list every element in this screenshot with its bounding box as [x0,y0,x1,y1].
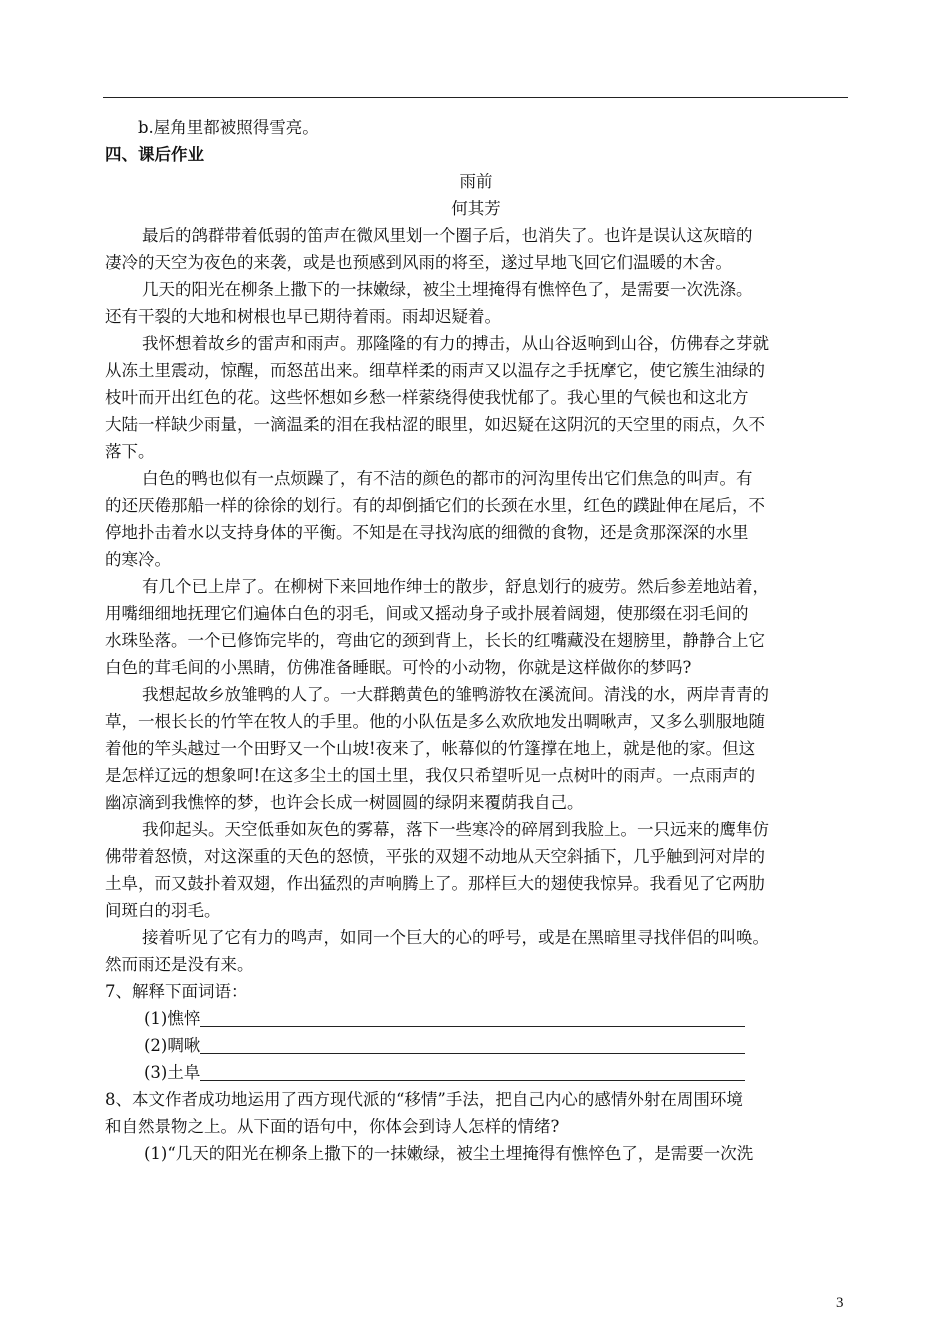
essay-line: 水珠坠落。一个已修饰完毕的，弯曲它的颈到背上，长长的红嘴藏没在翅膀里，静静合上它 [105,631,765,650]
essay-paragraph [105,816,847,924]
essay-line: 着他的竿头越过一个田野又一个山坡!夜来了，帐幕似的竹篷撑在地上，就是他的家。但这 [105,739,756,758]
essay-title: 雨前 [459,172,493,191]
essay-line: 土阜，而又鼓扑着双翅，作出猛烈的声响腾上了。那样巨大的翅使我惊异。我看见了它两肋 [105,874,765,893]
essay-paragraph [105,924,847,978]
essay-line: 佛带着怒愤，对这深重的天色的怒愤，平张的双翅不动地从天空斜插下，几乎触到河对岸的 [105,847,765,866]
essay-paragraph [105,276,847,330]
essay-line: 白色的鸭也似有一点烦躁了，有不洁的颜色的都市的河沟里传出它们焦急的叫声。有 [142,469,753,488]
essay-paragraph [105,330,847,465]
header-rule [103,97,848,98]
essay-line: 接着听见了它有力的鸣声，如同一个巨大的心的呼号，或是在黑暗里寻找伴侣的叫唤。 [142,928,769,947]
essay-line: 最后的鸽群带着低弱的笛声在微风里划一个圈子后，也消失了。也许是误认这灰暗的 [142,226,753,245]
essay-author: 何其芳 [451,199,501,218]
essay-line: 我仰起头。天空低垂如灰色的雾幕，落下一些寒冷的碎屑到我脸上。一只远来的鹰隼仿 [142,820,769,839]
essay-paragraph [105,681,847,816]
essay-line: 的还厌倦那船一样的徐徐的划行。有的却倒插它们的长颈在水里，红色的蹼趾伸在尾后，不 [105,496,765,515]
previous-answer-item: b.屋角里都被照得雪亮。 [138,118,319,137]
question-7-term: (1)憔悴 [144,1009,201,1028]
question-7-item-3 [105,1059,847,1086]
answer-blank-1[interactable] [200,1026,745,1027]
essay-line: 是怎样辽远的想象呵!在这多尘土的国土里，我仅只希望听见一点树叶的雨声。一点雨声的 [105,766,756,785]
answer-blank-3[interactable] [200,1080,745,1081]
essay-line: 白色的茸毛间的小黑睛，仿佛准备睡眠。可怜的小动物，你就是这样做你的梦吗? [105,658,692,677]
essay-line: 凄冷的天空为夜色的来袭，或是也预感到风雨的将至，遂过早地飞回它们温暖的木舍。 [105,253,732,272]
essay-line: 的寒冷。 [105,550,171,569]
section-heading: 四、课后作业 [105,145,204,164]
essay-paragraph [105,465,847,573]
question-8-subquestion-1: (1)“几天的阳光在柳条上撒下的一抹嫩绿，被尘土埋掩得有憔悴色了，是需要一次洗 [144,1144,754,1163]
essay-text [105,222,847,978]
question-7-term: (2)啁啾 [144,1036,201,1055]
question-8-prompt-line-1: 8、本文作者成功地运用了西方现代派的“移情”手法，把自己内心的感情外射在周围环境 [105,1090,743,1109]
question-7-item-2 [105,1032,847,1059]
page-number: 3 [836,1295,844,1311]
essay-line: 从冻土里震动，惊醒，而怒茁出来。细草样柔的雨声又以温存之手抚摩它，使它簇生油绿的 [105,361,765,380]
essay-paragraph [105,222,847,276]
question-7-prompt: 7、解释下面词语： [105,982,248,1001]
essay-paragraph [105,573,847,681]
essay-line: 停地扑击着水以支持身体的平衡。不知是在寻找沟底的细微的食物，还是贪那深深的水里 [105,523,749,542]
essay-line: 落下。 [105,442,155,461]
essay-line: 大陆一样缺少雨量，一滴温柔的泪在我枯涩的眼里，如迟疑在这阴沉的天空里的雨点，久不 [105,415,765,434]
essay-line: 间斑白的羽毛。 [105,901,221,920]
essay-line: 用嘴细细地抚理它们遍体白色的羽毛，间或又摇动身子或扑展着阔翅，使那缀在羽毛间的 [105,604,749,623]
essay-line: 还有干裂的大地和树根也早已期待着雨。雨却迟疑着。 [105,307,501,326]
essay-line: 几天的阳光在柳条上撒下的一抹嫩绿，被尘土埋掩得有憔悴色了，是需要一次洗涤。 [142,280,753,299]
question-8-prompt-line-2: 和自然景物之上。从下面的语句中，你体会到诗人怎样的情绪? [105,1117,560,1136]
essay-line: 草，一根长长的竹竿在牧人的手里。他的小队伍是多么欢欣地发出啁啾声，又多么驯服地随 [105,712,765,731]
question-7-item-1 [105,1005,847,1032]
answer-blank-2[interactable] [200,1053,745,1054]
essay-line: 然而雨还是没有来。 [105,955,254,974]
essay-line: 枝叶而开出红色的花。这些怀想如乡愁一样萦绕得使我忧郁了。我心里的气候也和这北方 [105,388,749,407]
question-7-term: (3)土阜 [144,1063,201,1082]
essay-line: 我想起故乡放雏鸭的人了。一大群鹅黄色的雏鸭游牧在溪流间。清浅的水，两岸青青的 [142,685,769,704]
essay-line: 幽凉滴到我憔悴的梦，也许会长成一树圆圆的绿阴来覆荫我自己。 [105,793,584,812]
essay-line: 我怀想着故乡的雷声和雨声。那隆隆的有力的搏击，从山谷返响到山谷，仿佛春之芽就 [142,334,769,353]
document-body [105,114,847,1167]
essay-line: 有几个已上岸了。在柳树下来回地作绅士的散步，舒息划行的疲劳。然后参差地站着， [142,577,769,596]
